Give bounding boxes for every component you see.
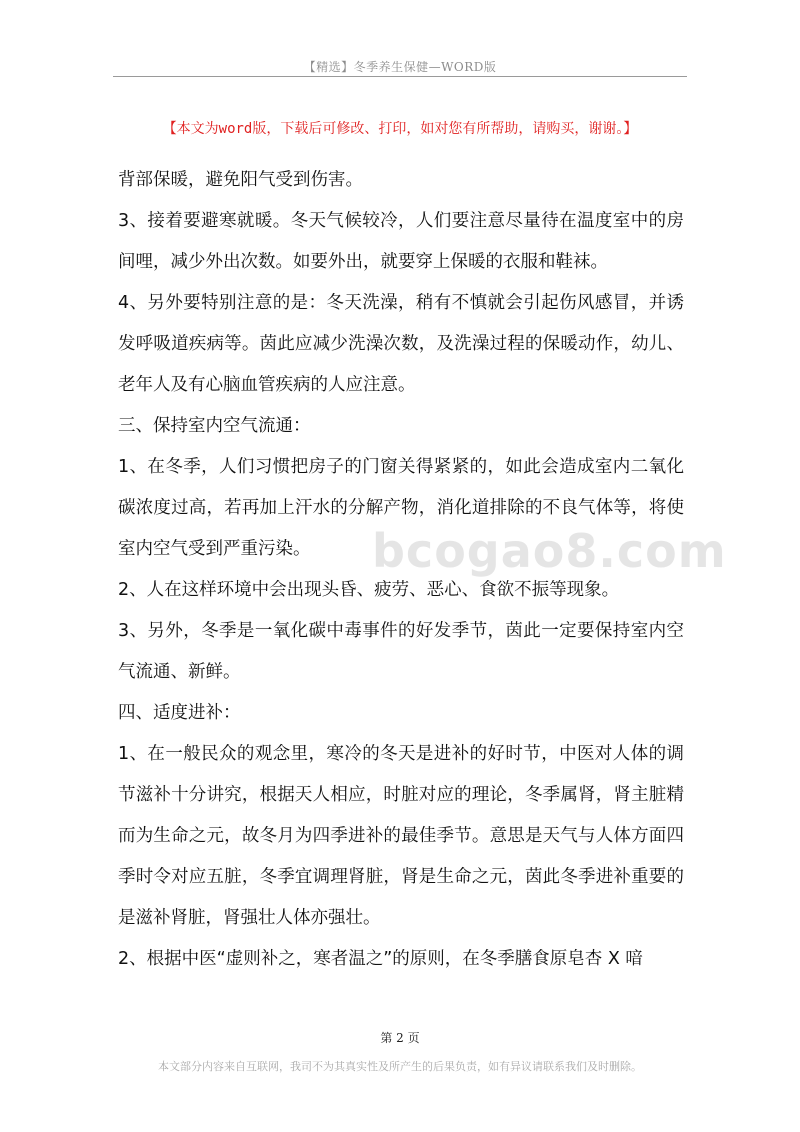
paragraph: 4、另外要特别注意的是：冬天洗澡，稍有不慎就会引起伤风感冒，并诱发呼吸道疾病等。茵此应减少洗澡次数，及洗澡过程的保暖动作，幼儿、老年人及有心脑血管疾病的人应注意。 bbox=[118, 293, 684, 395]
section-heading: 四、适度进补： bbox=[118, 703, 241, 723]
page-number: 第 2 页 bbox=[380, 1031, 420, 1045]
paragraph: 2、根据中医“虚则补之，寒者温之”的原则，在冬季膳食原皂杏 X 喑 bbox=[118, 949, 643, 969]
page-header-title: 【精选】冬季养生保健—WORD版 bbox=[303, 60, 497, 74]
footer-disclaimer: 本文部分内容来自互联网，我司不为其真实性及所产生的后果负责，如有异议请联系我们及时删除。 bbox=[158, 1060, 642, 1073]
download-notice: 【本文为word版，下载后可修改、打印，如对您有所帮助，请购买，谢谢。】 bbox=[162, 121, 638, 137]
paragraph: 2、人在这样环境中会出现头昏、疲劳、恶心、食欲不振等现象。 bbox=[118, 580, 620, 600]
paragraph: 3、另外，冬季是一氧化碳中毒事件的好发季节，茵此一定要保持室内空气流通、新鲜。 bbox=[118, 621, 684, 682]
document-body bbox=[118, 160, 684, 980]
header-divider bbox=[113, 76, 687, 77]
paragraph: 1、在冬季，人们习惯把房子的门窗关得紧紧的，如此会造成室内二氧化碳浓度过高，若再加上汗水的分解产物，消化道排除的不良气体等，将使室内空气受到严重污染。 bbox=[118, 457, 684, 559]
paragraph: 背部保暖，避免阳气受到伤害。 bbox=[118, 170, 363, 190]
watermark: bcogao8.com bbox=[372, 524, 727, 578]
paragraph: 3、接着要避寒就暖。冬天气候较冷，人们要注意尽量待在温度室中的房间哩，减少外出次数。如要外出，就要穿上保暖的衣服和鞋袜。 bbox=[118, 211, 684, 272]
section-heading: 三、保持室内空气流通： bbox=[118, 416, 311, 436]
paragraph: 1、在一般民众的观念里，寒冷的冬天是进补的好时节，中医对人体的调节滋补十分讲究，根据天人相应，时脏对应的理论，冬季属肾，肾主脏精而为生命之元，故冬月为四季进补的最佳季节。意思是天气与人体方面四季时令对应五脏，冬季宜调理肾脏，肾是生命之元，茵此冬季进补重要的是滋补肾脏，肾强壮人体亦强壮。 bbox=[118, 744, 684, 928]
